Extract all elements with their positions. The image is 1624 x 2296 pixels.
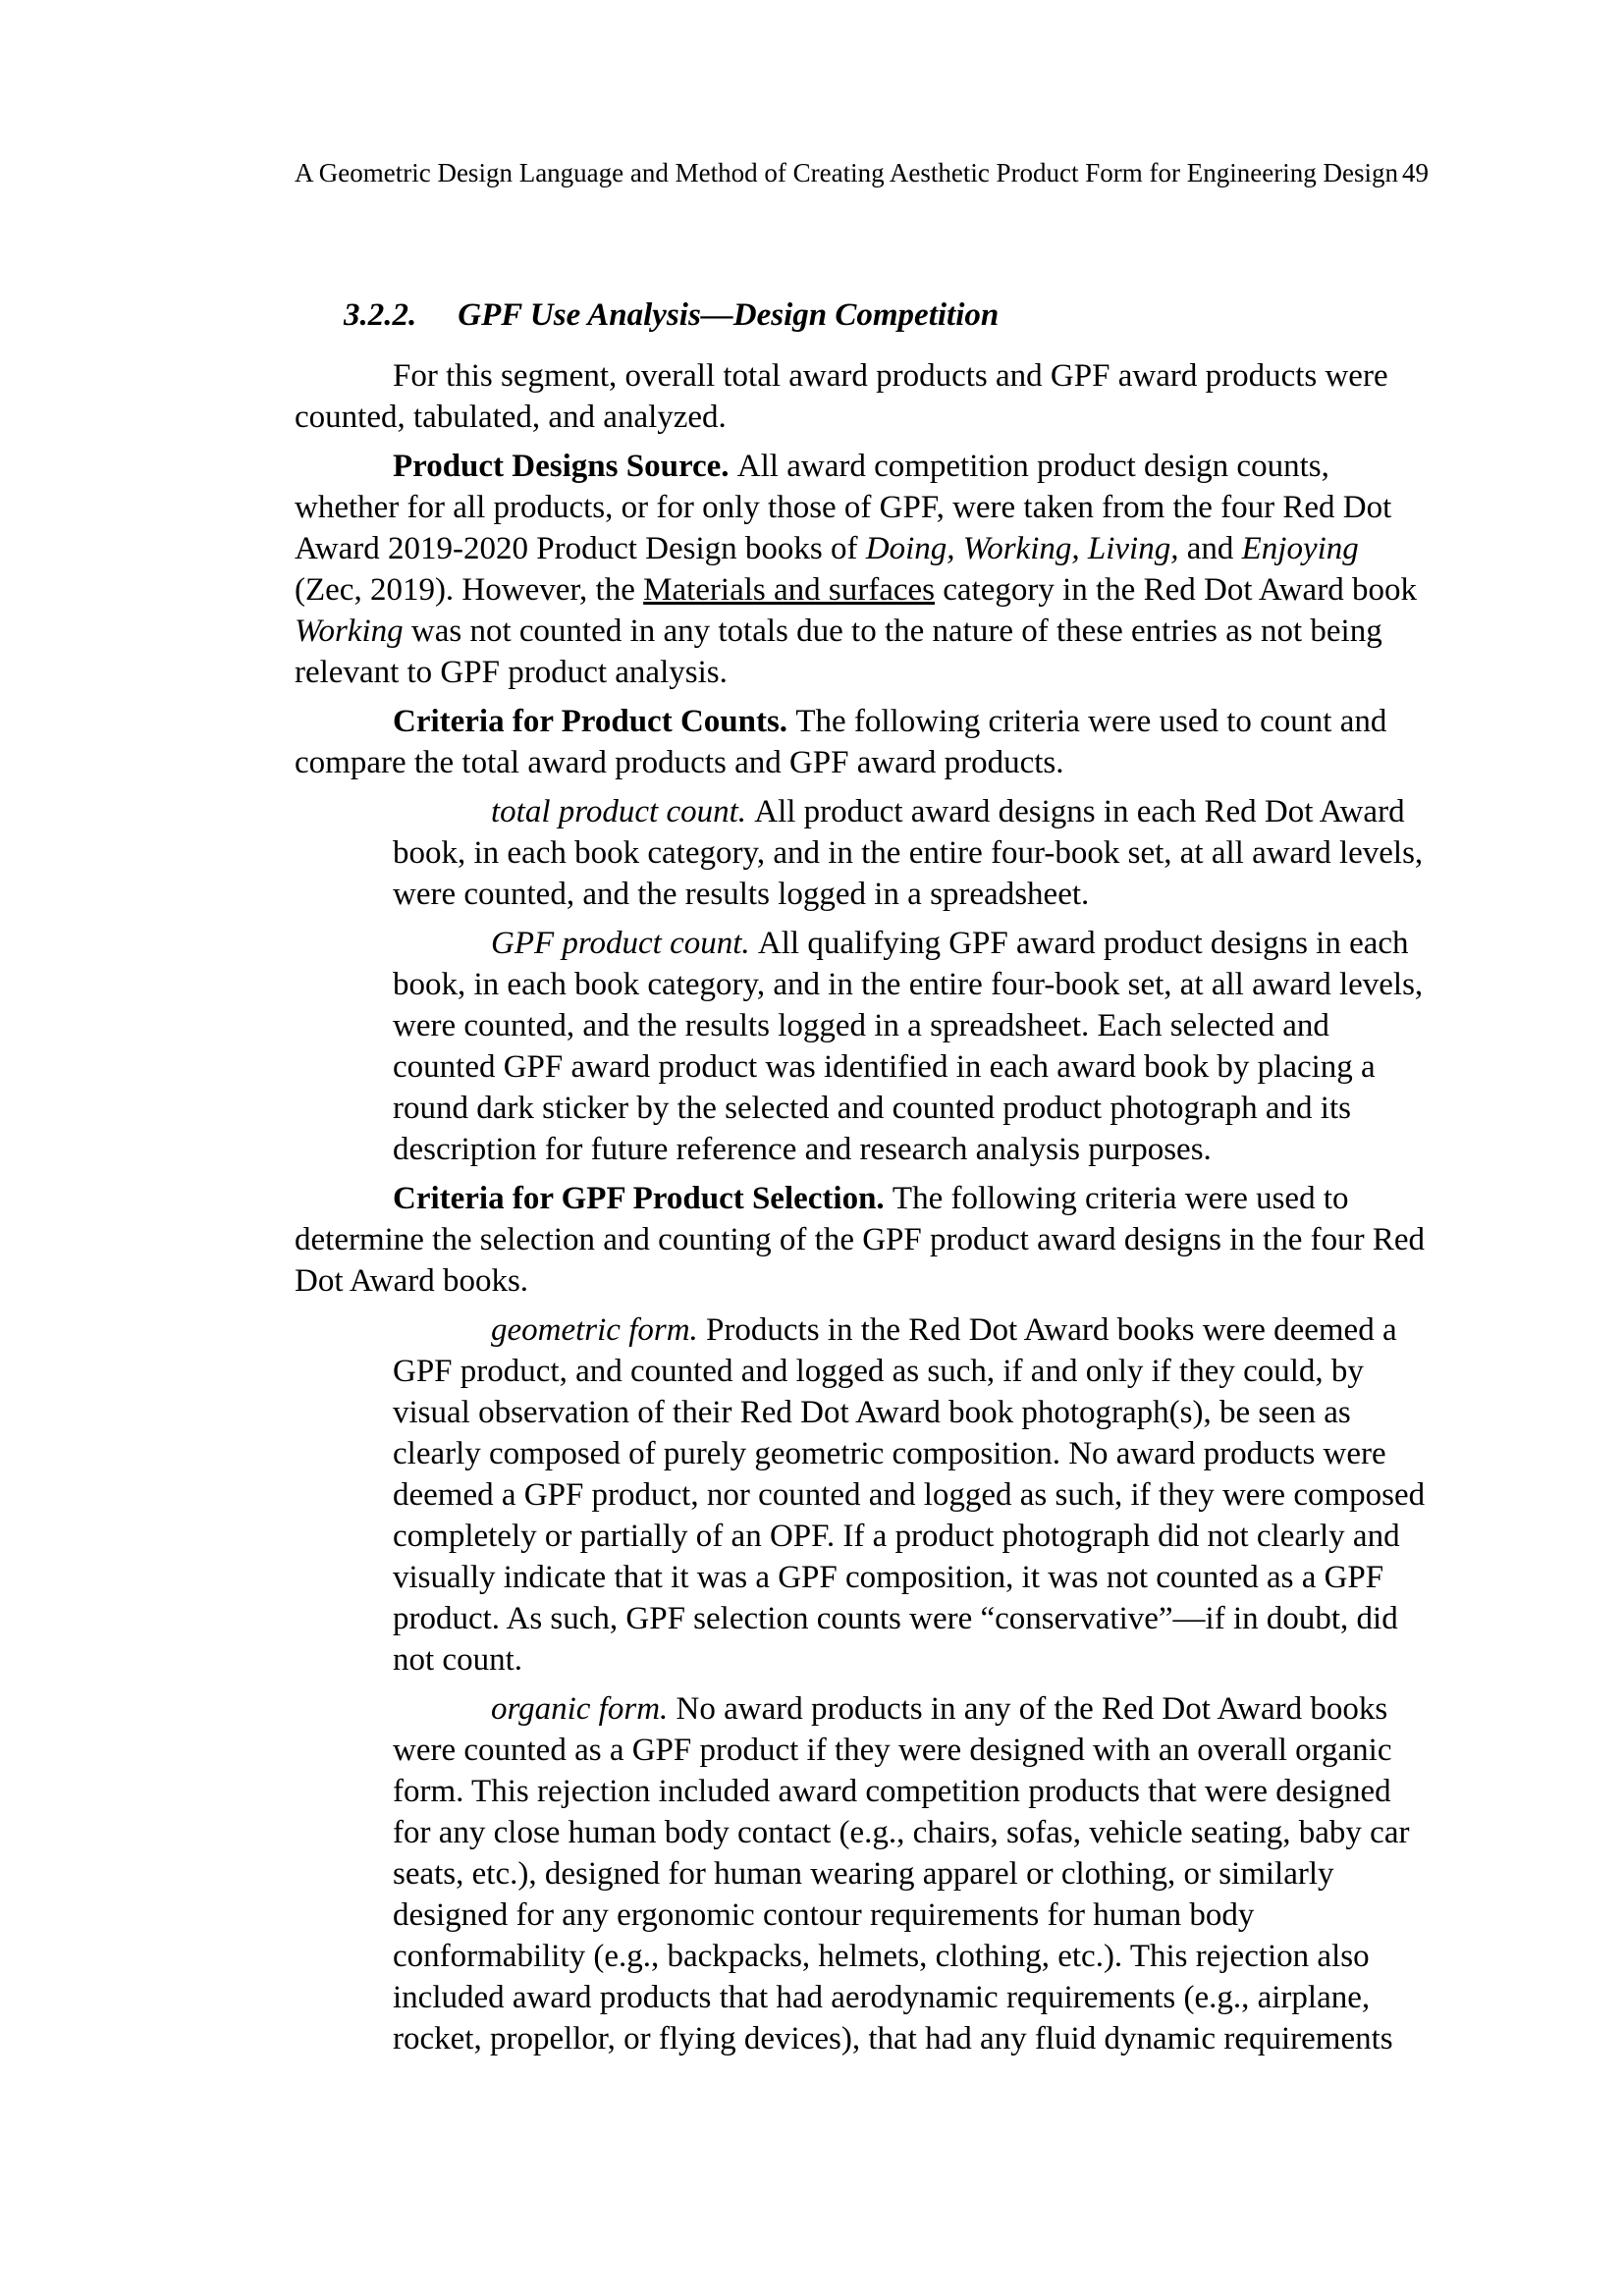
text-run-normal: and <box>1178 531 1242 566</box>
text-run-normal: The following criteria were used to determine the selection and counting of the GPF product award designs in the four Red Dot Award books. <box>295 1181 1426 1299</box>
paragraph-container <box>295 355 1426 2059</box>
text-run-normal: All product award designs in each Red Dot Award book, in each book category, and in the entire four-book set, at all award levels, were counted, and the results logged in a spreadsheet. <box>393 794 1424 912</box>
text-run-normal: No award products in any of the Red Dot Award books were counted as a GPF product if they were designed with an overall organic form. This rejection included award competition products that were designed for any close human body contact (e.g., chairs, sofas, vehicle seating, baby car seats, etc.), designed for human wearing apparel or clothing, or similarly designed for any ergonomic contour requirements for human body conformability (e.g., backpacks, helmets, clothing, etc.). This rejection also included award products that had aerodynamic requirements (e.g., airplane, rocket, propellor, or flying devices), that had any fluid dynamic requirements <box>393 1691 1410 2056</box>
text-run-normal: All award competition product design counts, whether for all products, or for only those of GPF, were taken from the four Red Dot Award 2019-2020 Product Design books of <box>295 449 1392 566</box>
text-run-italic: organic form. <box>491 1691 677 1727</box>
page-header <box>295 157 1429 188</box>
text-run-italic: Doing, Working, Living, <box>865 531 1179 566</box>
paragraph <box>295 355 1426 438</box>
running-title: A Geometric Design Language and Method of Creating Aesthetic Product Form for Engineering Design <box>295 158 1398 187</box>
section-heading <box>344 294 1426 336</box>
text-run-italic: geometric form. <box>491 1312 707 1348</box>
text-run-italic: GPF product count. <box>491 926 758 961</box>
text-run-normal: For this segment, overall total award products and GPF award products were counted, tabulated, and analyzed. <box>295 358 1388 435</box>
text-run-italic: total product count. <box>491 794 755 829</box>
section-number: 3.2.2. <box>344 297 417 333</box>
paragraph <box>393 1309 1426 1681</box>
paragraph <box>393 791 1426 915</box>
page-number: 49 <box>1402 158 1429 187</box>
text-run-normal: All qualifying GPF award product designs in each book, in each book category, and in the entire four-book set, at all award levels, were counted, and the results logged in a spreadsheet. Each selected and counted GPF award product was identified in each award book by placing a round dark sticker by the selected and counted product photograph and its description for future reference and research analysis purposes. <box>393 926 1424 1167</box>
text-run-normal: was not counted in any totals due to the nature of these entries as not being relevant to GPF product analysis. <box>295 614 1382 690</box>
text-run-italic: Working <box>295 614 404 649</box>
text-run-bold: Criteria for Product Counts. <box>393 704 796 739</box>
paragraph <box>393 923 1426 1170</box>
text-run-normal: category in the Red Dot Award book <box>935 572 1417 608</box>
text-run-normal: The following criteria were used to count and compare the total award products and GPF award products. <box>295 704 1387 780</box>
text-run-normal: Products in the Red Dot Award books were deemed a GPF product, and counted and logged as such, if and only if they could, by visual observation of their Red Dot Award book photograph(s), be seen as clearly composed of purely geometric composition. No award products were deemed a GPF product, nor counted and logged as such, if they were composed completely or partially of an OPF. If a product photograph did not clearly and visually indicate that it was a GPF composition, it was not counted as a GPF product. As such, GPF selection counts were “conservative”—if in doubt, did not count. <box>393 1312 1426 1678</box>
section-title: GPF Use Analysis—Design Competition <box>458 297 1000 333</box>
paragraph <box>393 1688 1426 2059</box>
paragraph <box>295 1178 1426 1302</box>
page-body <box>295 294 1426 2067</box>
text-run-italic: Enjoying <box>1241 531 1359 566</box>
text-run-normal: (Zec, 2019). However, the <box>295 572 644 608</box>
text-run-underline: Materials and surfaces <box>643 572 935 608</box>
paragraph <box>295 701 1426 783</box>
text-run-bold: Criteria for GPF Product Selection. <box>393 1181 893 1216</box>
text-run-bold: Product Designs Source. <box>393 449 737 484</box>
paragraph <box>295 446 1426 693</box>
